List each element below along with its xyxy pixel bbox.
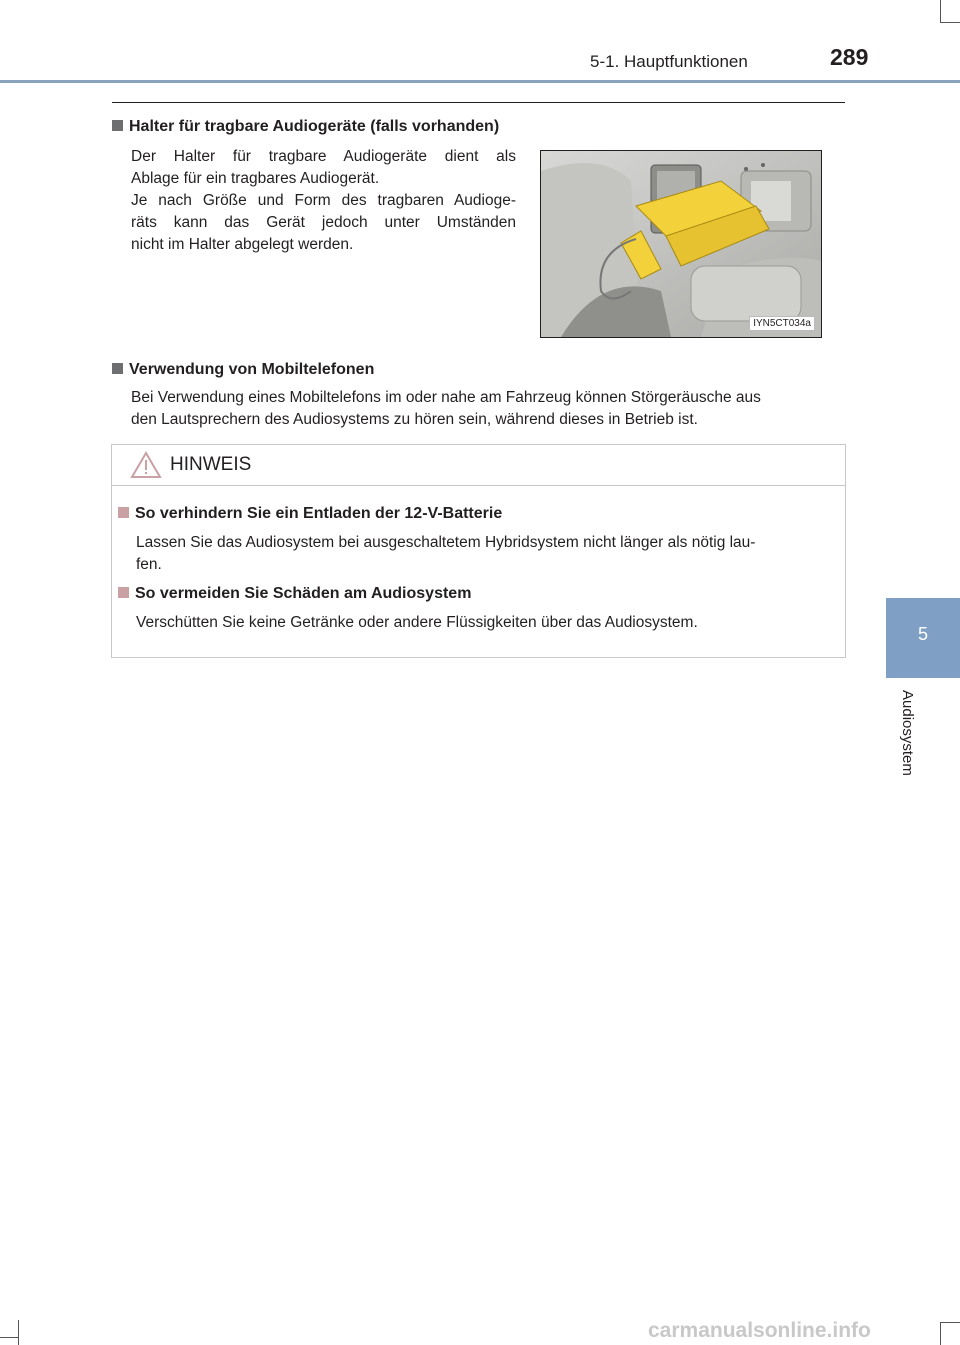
bullet-square-icon	[112, 363, 123, 374]
bullet-square-icon	[118, 587, 129, 598]
notice-item-heading: So vermeiden Sie Schäden am Audiosystem	[118, 585, 471, 603]
chapter-tab[interactable]	[886, 598, 960, 678]
notice-item-text	[136, 612, 836, 634]
mobile-heading: Verwendung von Mobiltelefonen	[112, 361, 374, 379]
header-rule	[0, 80, 960, 83]
holder-line: nicht im Halter abgelegt werden.	[131, 236, 354, 253]
holder-line: Je nach Größe und Form des tragbaren Audioge-	[131, 192, 516, 209]
notice-item-text	[136, 532, 836, 576]
notice-box	[111, 444, 846, 658]
bullet-square-icon	[112, 120, 123, 131]
holder-illustration	[540, 150, 822, 338]
crop-mark	[940, 1322, 941, 1345]
mobile-paragraph	[131, 387, 843, 431]
crop-mark	[940, 0, 941, 22]
chapter-label	[892, 690, 916, 810]
holder-photo-svg	[541, 151, 821, 337]
page-number: 289	[830, 44, 869, 70]
notice-line: Verschütten Sie keine Getränke oder andere Flüssigkeiten über das Audiosystem.	[136, 614, 698, 631]
crop-mark	[0, 1337, 18, 1338]
chapter-number: 5	[917, 624, 928, 644]
bullet-square-icon	[118, 507, 129, 518]
mobile-line: den Lautsprechern des Audiosystems zu hören sein, während dieses in Betrieb ist.	[131, 411, 698, 428]
mobile-line: Bei Verwendung eines Mobiltelefons im oder nahe am Fahrzeug können Störgeräusche aus	[131, 389, 761, 406]
crop-mark	[940, 1322, 960, 1323]
notice-line: Lassen Sie das Audiosystem bei ausgeschaltetem Hybridsystem nicht länger als nötig lau-	[136, 534, 756, 551]
chapter-label-text: Audiosystem	[899, 690, 916, 776]
holder-line: räts kann das Gerät jedoch unter Umständen	[131, 214, 516, 231]
content-rule	[112, 102, 845, 103]
image-code: IYN5CT034a	[749, 316, 815, 331]
notice-title: HINWEIS	[170, 454, 252, 475]
warning-triangle-icon	[130, 451, 162, 479]
crop-mark	[940, 22, 960, 23]
watermark: carmanualsonline.info	[648, 1319, 871, 1342]
notice-item-heading: So verhindern Sie ein Entladen der 12-V-Batterie	[118, 505, 502, 523]
section-title: 5-1. Hauptfunktionen	[590, 52, 748, 71]
holder-line: Der Halter für tragbare Audiogeräte dient als	[131, 148, 516, 165]
notice-line: fen.	[136, 556, 162, 573]
holder-heading: Halter für tragbare Audiogeräte (falls vorhanden)	[112, 118, 499, 136]
crop-mark	[18, 1320, 19, 1345]
notice-header	[112, 445, 845, 486]
holder-line: Ablage für ein tragbares Audiogerät.	[131, 170, 380, 187]
holder-paragraph	[131, 146, 516, 256]
